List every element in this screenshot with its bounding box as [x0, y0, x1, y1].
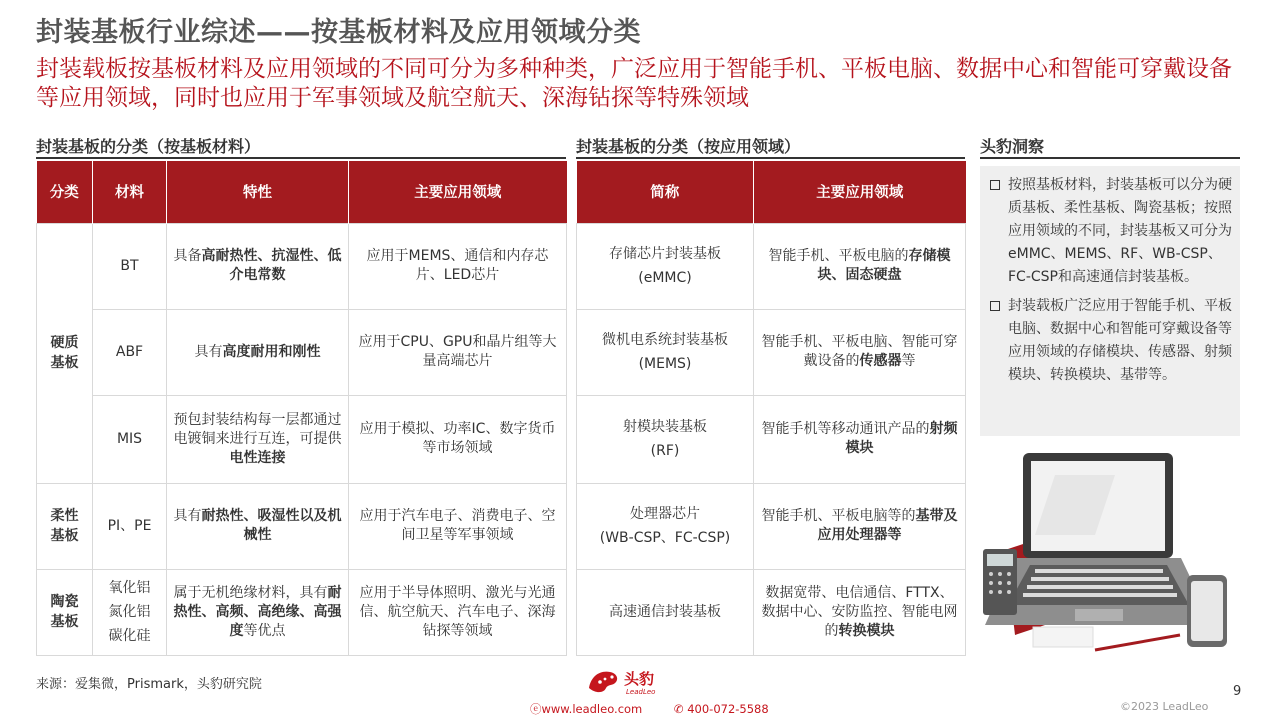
emphasis-text: 耐热性、吸湿性以及机械性 — [201, 508, 342, 543]
table-row — [577, 223, 966, 309]
leadleo-logo — [586, 666, 666, 700]
application-cell: 应用于MEMS、通信和内存芯片、LED芯片 — [349, 223, 567, 309]
material-table — [36, 161, 567, 656]
column-header: 主要应用领域 — [754, 161, 966, 223]
emphasis-text: 电性连接 — [229, 449, 286, 466]
application-cell — [754, 309, 966, 395]
table-row — [37, 395, 567, 483]
plain-text: 智能手机、平板电脑的 — [768, 248, 909, 264]
source-note: 来源：爱集微，Prismark，头豹研究院 — [36, 677, 262, 692]
checkbox-bullet-icon — [990, 180, 1000, 190]
category-cell: 陶瓷 基板 — [37, 569, 93, 655]
insights-heading: 头豹洞察 — [980, 137, 1045, 156]
material-cell: MIS — [93, 395, 167, 483]
application-cell: 应用于模拟、功率IC、数字货币等市场领域 — [349, 395, 567, 483]
application-cell: 应用于半导体照明、激光与光通信、航空航天、汽车电子、深海钻探等领域 — [349, 569, 567, 655]
substrate-name-cell: 存储芯片封装基板 (eMMC) — [577, 223, 754, 309]
category-cell: 硬质 基板 — [37, 223, 93, 483]
logo-english: LeadLeo — [626, 688, 656, 696]
column-header: 简称 — [577, 161, 754, 223]
page-subtitle: 封装载板按基板材料及应用领域的不同可分为多种种类，广泛应用于智能手机、平板电脑、数据中心和智能可穿戴设备等应用领域，同时也应用于军事领域及航空航天、深海钻探等特殊领域 — [36, 56, 1232, 111]
emphasis-text: 存储模块、固态硬盘 — [817, 248, 951, 283]
copyright: ©2023 LeadLeo — [1120, 700, 1209, 713]
plain-text: 智能手机等移动通讯产品的 — [761, 421, 930, 437]
column-header: 材料 — [93, 161, 167, 223]
trailing-text: 等 — [901, 353, 916, 369]
plain-text: 具备 — [173, 248, 202, 264]
insight-item — [988, 174, 1232, 289]
insight-item — [988, 295, 1232, 387]
application-cell: 应用于汽车电子、消费电子、空间卫星等军事领域 — [349, 483, 567, 569]
table-row — [37, 223, 567, 309]
emphasis-text: 转换模块 — [838, 622, 895, 639]
table-row — [577, 395, 966, 483]
plain-text: 数据宽带、电信通信、FTTX、数据中心、安防监控、智能电网的 — [761, 584, 958, 639]
application-table — [576, 161, 966, 656]
table-row — [37, 309, 567, 395]
logo-name: 头豹 — [624, 670, 655, 688]
category-cell: 柔性 基板 — [37, 483, 93, 569]
material-heading-rule — [36, 157, 566, 159]
application-cell — [754, 483, 966, 569]
table-row — [37, 483, 567, 569]
plain-text: 属于无机绝缘材料，具有 — [173, 584, 328, 601]
phone-number: ✆ 400-072-5588 — [673, 702, 769, 716]
substrate-name-cell: 微机电系统封装基板 (MEMS) — [577, 309, 754, 395]
material-cell: 氧化铝 氮化铝 碳化硅 — [93, 569, 167, 655]
checkbox-bullet-icon — [990, 301, 1000, 311]
leopard-logo-icon — [586, 666, 620, 696]
plain-text: 预包封装结构每一层都通过电镀铜来进行互连，可提供 — [173, 411, 342, 447]
table-row — [577, 309, 966, 395]
column-header: 主要应用领域 — [349, 161, 567, 223]
material-cell: PI、PE — [93, 483, 167, 569]
insights-box — [980, 166, 1240, 436]
insights-heading-rule — [980, 157, 1240, 159]
column-header: 特性 — [167, 161, 349, 223]
plain-text: 具有 — [173, 508, 202, 524]
application-cell — [754, 395, 966, 483]
emphasis-text: 基带及应用处理器等 — [817, 508, 958, 543]
feature-cell — [167, 569, 349, 655]
page-title: 封装基板行业综述——按基板材料及应用领域分类 — [36, 17, 641, 48]
application-cell: 应用于CPU、GPU和晶片组等大量高端芯片 — [349, 309, 567, 395]
substrate-name-cell: 射模块装基板 (RF) — [577, 395, 754, 483]
laptop-desk-illustration — [975, 445, 1255, 660]
insight-text: 封装载板广泛应用于智能手机、平板电脑、数据中心和智能可穿戴设备等应用领域的存储模块、传感器、射频模块、转换模块、基带等。 — [1008, 298, 1232, 383]
contact-info — [530, 701, 797, 717]
feature-cell — [167, 395, 349, 483]
trailing-text: 等优点 — [243, 622, 286, 639]
table-row — [577, 483, 966, 569]
plain-text: 具有 — [194, 343, 223, 360]
column-header: 分类 — [37, 161, 93, 223]
emphasis-text: 传感器 — [859, 353, 902, 369]
substrate-name-cell: 高速通信封装基板 — [577, 569, 754, 655]
plain-text: 智能手机、平板电脑、智能可穿戴设备的 — [761, 334, 958, 369]
application-cell — [754, 223, 966, 309]
substrate-name-cell: 处理器芯片 (WB-CSP、FC-CSP) — [577, 483, 754, 569]
feature-cell — [167, 223, 349, 309]
material-cell: BT — [93, 223, 167, 309]
table-row — [577, 569, 966, 655]
plain-text: 智能手机、平板电脑等的 — [761, 508, 916, 524]
application-table-heading: 封装基板的分类（按应用领域） — [576, 137, 801, 156]
page-number: 9 — [1233, 684, 1242, 699]
emphasis-text: 高度耐用和刚性 — [222, 343, 321, 360]
table-row — [37, 569, 567, 655]
emphasis-text: 高耐热性、抗湿性、低介电常数 — [201, 248, 342, 283]
application-heading-rule — [576, 157, 965, 159]
emphasis-text: 射频模块 — [845, 421, 958, 456]
insight-text: 按照基板材料，封装基板可以分为硬质基板、柔性基板、陶瓷基板；按照应用领域的不同，封装基板又可分为eMMC、MEMS、RF、WB-CSP、FC-CSP和高速通信封装基板。 — [1008, 177, 1232, 285]
application-cell — [754, 569, 966, 655]
material-table-heading: 封装基板的分类（按基板材料） — [36, 137, 261, 156]
material-cell: ABF — [93, 309, 167, 395]
emphasis-text: 耐热性、高频、高绝缘、高强度 — [173, 584, 342, 639]
feature-cell — [167, 483, 349, 569]
website-link[interactable]: ⓔwww.leadleo.com — [530, 702, 643, 716]
feature-cell — [167, 309, 349, 395]
